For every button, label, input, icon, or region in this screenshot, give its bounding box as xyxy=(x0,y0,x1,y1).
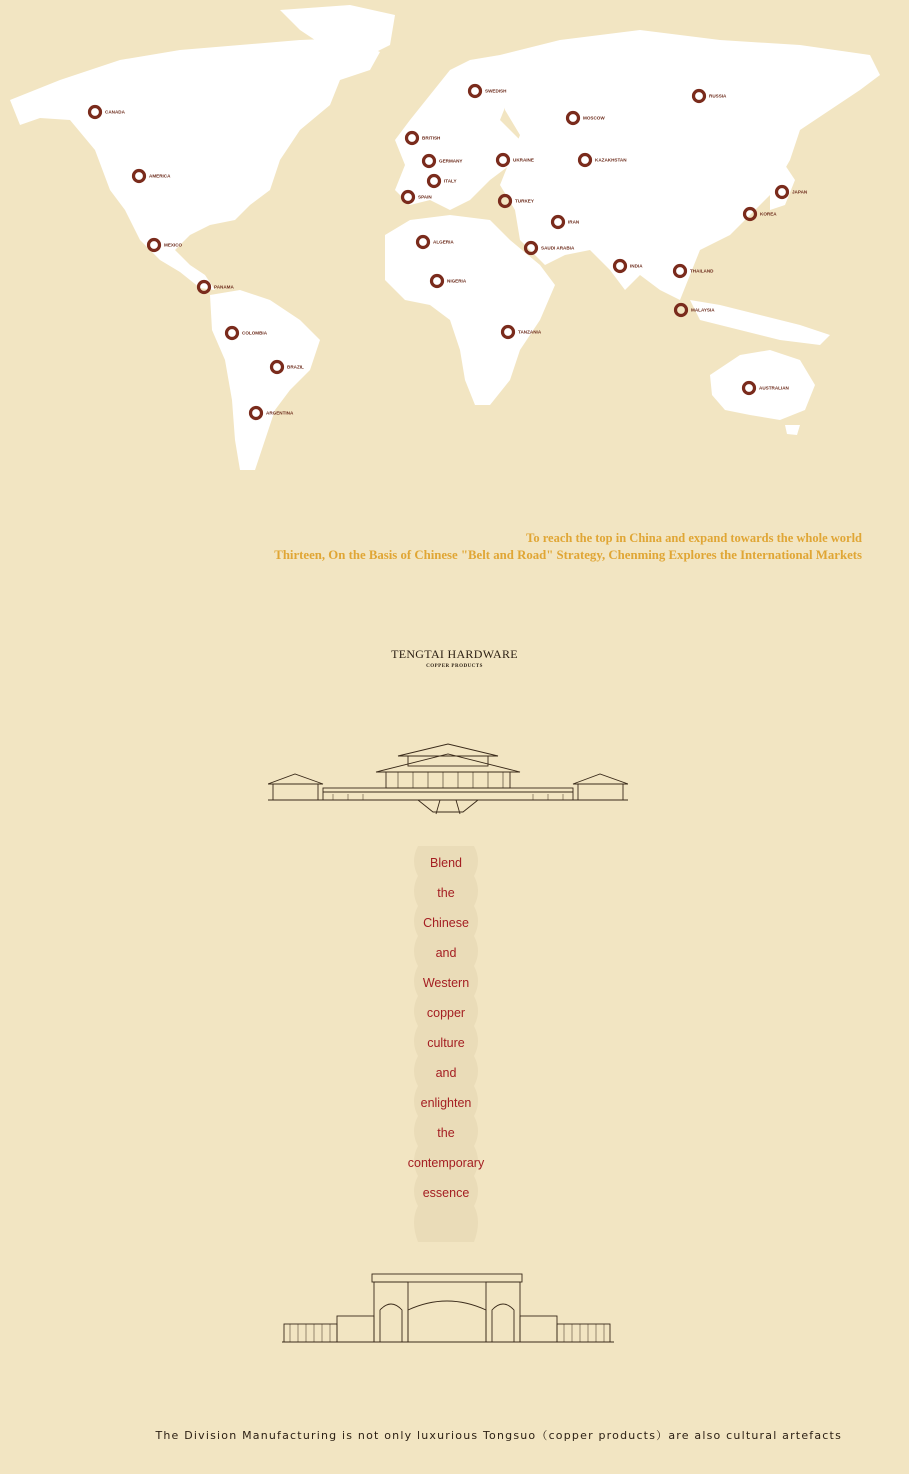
palace-icon xyxy=(268,742,628,816)
marker-label: MALAYSIA xyxy=(691,307,715,313)
motto-word: Chinese xyxy=(423,916,469,930)
brand-subtitle: COPPER PRODUCTS xyxy=(426,664,483,669)
motto-word: copper xyxy=(426,1006,466,1020)
tagline-line-2: Thirteen, On the Basis of Chinese "Belt and Road" Strategy, Chenming Explores the International Markets xyxy=(274,548,862,562)
motto-word: enlighten xyxy=(420,1096,472,1110)
gate-icon xyxy=(282,1270,614,1344)
marker-label: MEXICO xyxy=(164,242,183,248)
world-map xyxy=(0,0,909,480)
marker-label: THAILAND xyxy=(690,268,714,274)
south-america-landmass xyxy=(210,290,320,470)
motto-word: and xyxy=(435,1066,457,1080)
marker-label: IRAN xyxy=(568,219,580,225)
brand-name: TENGTAI HARDWARE xyxy=(391,647,518,661)
tasmania-landmass xyxy=(785,425,800,435)
marker-label: AUSTRALIAN xyxy=(759,385,789,391)
motto-word: Western xyxy=(422,976,470,990)
north-america-landmass xyxy=(10,38,380,290)
marker-label: GERMANY xyxy=(439,158,463,164)
footer-text: The Division Manufacturing is not only luxurious Tongsuo（copper products）are also cultural artefacts xyxy=(155,1429,842,1442)
marker-label: JAPAN xyxy=(792,189,808,195)
tagline xyxy=(162,530,862,564)
marker-label: SWEDISH xyxy=(485,88,507,94)
asia-landmass xyxy=(500,30,880,300)
tagline-line-1: To reach the top in China and expand towards the whole world xyxy=(526,531,862,545)
marker-label: COLOMBIA xyxy=(242,330,268,336)
motto-word: Blend xyxy=(430,856,462,870)
motto-word: essence xyxy=(422,1186,470,1200)
marker-label: BRAZIL xyxy=(287,364,304,370)
motto-word: and xyxy=(435,946,457,960)
motto-word: the xyxy=(437,1126,455,1140)
marker-label: RUSSIA xyxy=(709,93,727,99)
motto-vertical-text xyxy=(396,848,496,1208)
marker-label: ARGENTINA xyxy=(266,410,294,416)
marker-label: TANZANIA xyxy=(518,329,542,335)
marker-label: ITALY xyxy=(444,178,457,184)
motto-word: culture xyxy=(427,1036,465,1050)
marker-label: UKRAINE xyxy=(513,157,534,163)
marker-label: KOREA xyxy=(760,211,777,217)
marker-label: BRITISH xyxy=(422,135,441,141)
motto-word: the xyxy=(437,886,455,900)
marker-label: TURKEY xyxy=(515,198,534,204)
marker-label: INDIA xyxy=(630,263,643,269)
marker-label: KAZAKHSTAN xyxy=(595,157,627,163)
continents xyxy=(10,5,880,470)
marker-label: AMERICA xyxy=(149,173,171,179)
marker-ring-icon xyxy=(500,196,511,207)
motto-word: contemporary xyxy=(407,1156,485,1170)
marker-label: CANADA xyxy=(105,109,125,115)
brand-block xyxy=(0,647,909,669)
marker-label: SAUDI ARABIA xyxy=(541,245,575,251)
marker-label: PANAMA xyxy=(214,284,234,290)
marker-label: NIGERIA xyxy=(447,278,467,284)
marker-ring-icon xyxy=(676,305,687,316)
marker-label: SPAIN xyxy=(418,194,432,200)
marker-label: ALGERIA xyxy=(433,239,454,245)
marker-label: MOSCOW xyxy=(583,115,605,121)
